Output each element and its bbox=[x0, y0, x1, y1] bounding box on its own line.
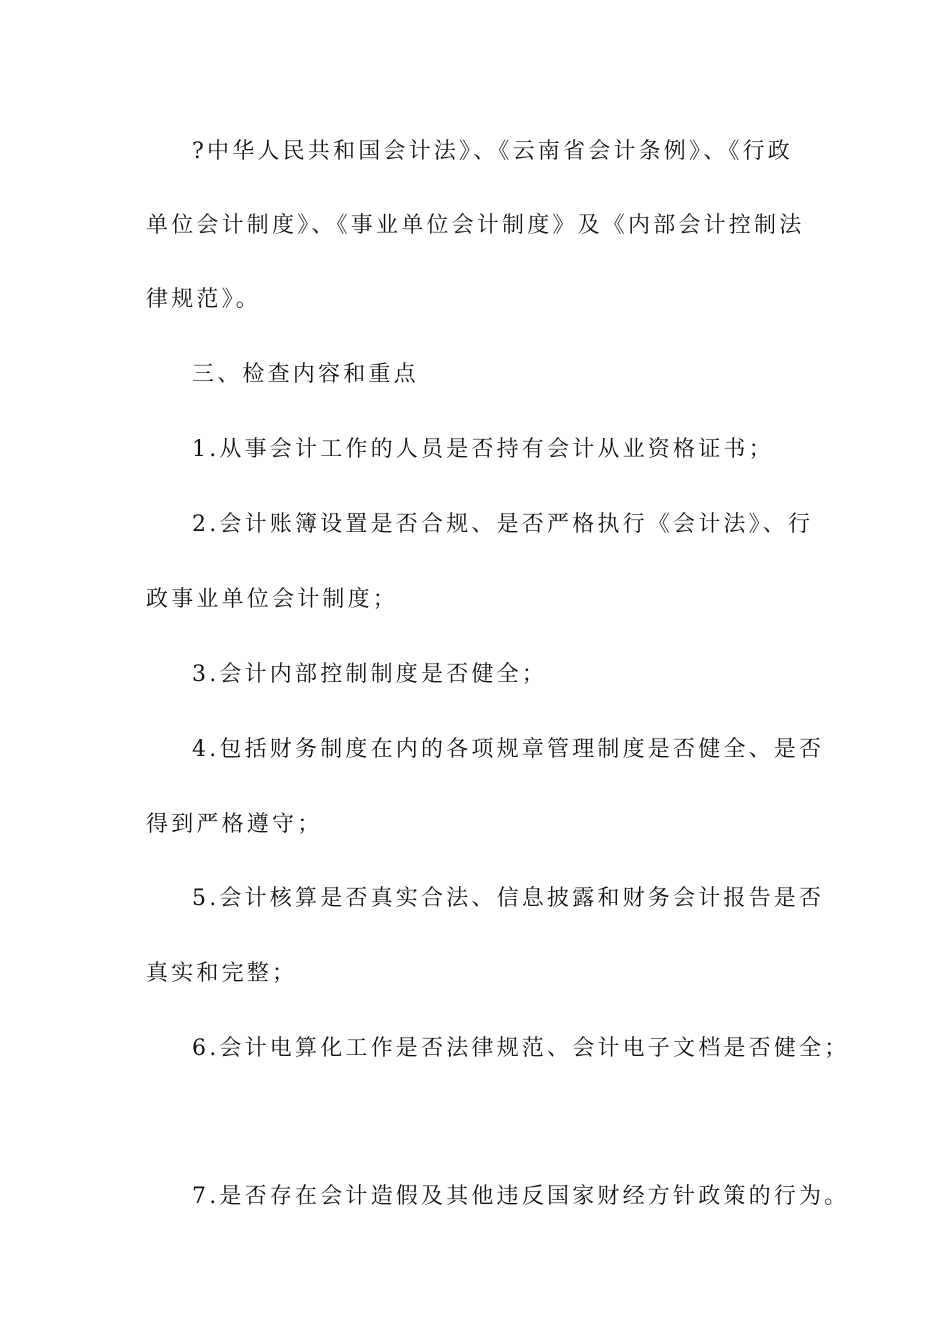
paragraph-line-3: 律规范》。 bbox=[146, 287, 262, 312]
paragraph-line-1: ?中华人民共和国会计法》、《云南省会计条例》、《行政 bbox=[192, 139, 793, 164]
item-4-line-2: 得到严格遵守； bbox=[146, 812, 323, 837]
item-4-line-1: 4.包括财务制度在内的各项规章管理制度是否健全、是否 bbox=[192, 737, 825, 762]
item-5-line-1: 5.会计核算是否真实合法、信息披露和财务会计报告是否 bbox=[192, 886, 825, 911]
item-6-line-1: 6.会计电算化工作是否法律规范、会计电子文档是否健全； bbox=[192, 1036, 850, 1061]
paragraph-line-2: 单位会计制度》、《事业单位会计制度》及《内部会计控制法 bbox=[146, 213, 805, 238]
item-5-line-2: 真实和完整； bbox=[146, 961, 298, 986]
item-1-line-1: 1.从事会计工作的人员是否持有会计从业资格证书； bbox=[192, 437, 774, 462]
item-7-line-1: 7.是否存在会计造假及其他违反国家财经方针政策的行为。 bbox=[192, 1184, 850, 1209]
item-2-line-1: 2.会计账簿设置是否合规、是否严格执行《会计法》、行 bbox=[192, 512, 814, 537]
item-2-line-2: 政事业单位会计制度； bbox=[146, 587, 399, 612]
item-3-line-1: 3.会计内部控制制度是否健全； bbox=[192, 662, 547, 687]
section-heading: 三、检查内容和重点 bbox=[192, 362, 419, 387]
